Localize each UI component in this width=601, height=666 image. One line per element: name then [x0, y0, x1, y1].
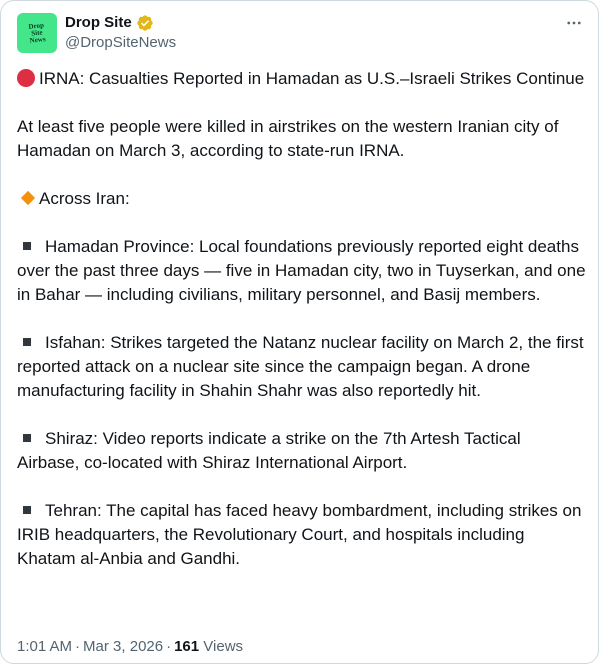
orange-diamond-icon	[21, 191, 35, 205]
tweet-header	[17, 13, 584, 57]
tweet-meta	[17, 637, 243, 657]
bullet-text: Tehran: The capital has faced heavy bombardment, including strikes on IRIB headquarters, the Revolutionary Court, and hospitals including Khatam al-Anbia and Gandhi.	[17, 501, 582, 568]
verified-badge-icon	[136, 14, 154, 32]
intro-paragraph: At least five people were killed in airstrikes on the western Iranian city of Hamadan on March 3, according to state-run IRNA.	[17, 117, 559, 160]
section-title: Across Iran:	[39, 189, 130, 208]
bullet-item	[17, 235, 586, 307]
tweet-body	[17, 67, 586, 595]
bullet-text: Isfahan: Strikes targeted the Natanz nuclear facility on March 2, the first reported attack on a nuclear site since the campaign began. A drone manufacturing facility in Shahin Shahr was also reportedly hit.	[17, 333, 584, 400]
bullet-item	[17, 499, 586, 571]
red-circle-icon	[17, 69, 35, 87]
bullet-text: Shiraz: Video reports indicate a strike on the 7th Artesh Tactical Airbase, co-located with Shiraz International Airport.	[17, 429, 521, 472]
meta-separator: ·	[75, 638, 81, 655]
bullet-text: Hamadan Province: Local foundations previously reported eight deaths over the past three days — five in Hamadan city, two in Tuyserkan, and one in Bahar — including civilians, military personnel, and Basij members.	[17, 237, 586, 304]
bullet-item	[17, 427, 586, 475]
meta-separator: ·	[166, 638, 172, 655]
headline-paragraph	[17, 67, 586, 91]
author-names	[65, 13, 176, 53]
display-name-row	[65, 13, 176, 33]
display-name[interactable]: Drop Site	[65, 14, 132, 31]
avatar[interactable]	[17, 13, 57, 53]
section-heading	[17, 187, 586, 211]
views-label: Views	[203, 638, 244, 655]
more-options-icon[interactable]	[564, 13, 584, 33]
avatar-logo-text: Drop Site News	[28, 20, 47, 45]
black-square-icon	[23, 434, 31, 442]
black-square-icon	[23, 506, 31, 514]
bullet-item	[17, 331, 586, 403]
views-count: 161	[174, 638, 200, 655]
post-time[interactable]: 1:01 AM	[17, 638, 73, 655]
headline-text: IRNA: Casualties Reported in Hamadan as U.S.–Israeli Strikes Continue	[39, 69, 585, 88]
post-date[interactable]: Mar 3, 2026	[83, 638, 164, 655]
black-square-icon	[23, 338, 31, 346]
black-square-icon	[23, 242, 31, 250]
handle[interactable]: @DropSiteNews	[65, 34, 177, 51]
